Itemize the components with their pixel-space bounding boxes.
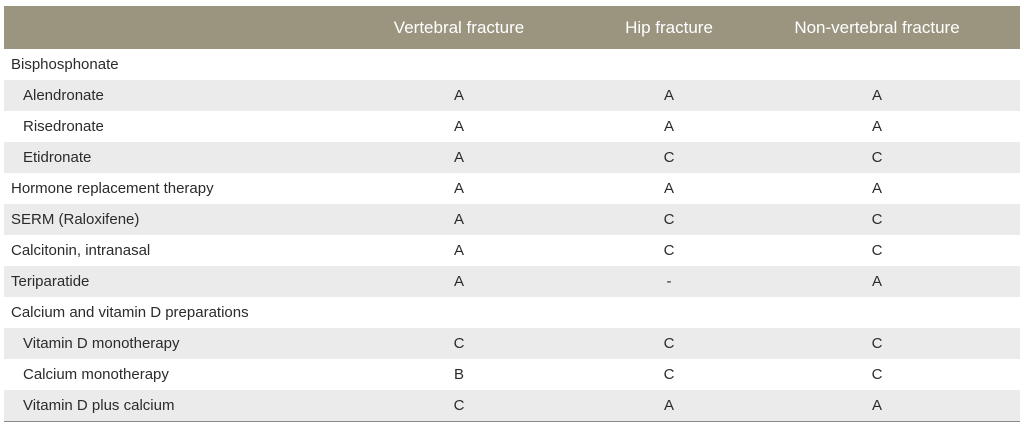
hip-grade xyxy=(604,297,734,328)
treatment-name: Alendronate xyxy=(4,80,314,111)
table-row xyxy=(4,142,1020,173)
vertebral-grade: A xyxy=(314,80,604,111)
non-vertebral-grade: A xyxy=(871,118,882,135)
hip-grade: A xyxy=(604,390,734,421)
treatment-name: Calcitonin, intranasal xyxy=(11,242,151,259)
vertebral-grade xyxy=(314,297,604,328)
vertebral-grade: A xyxy=(314,142,604,173)
table-row xyxy=(4,390,1020,421)
vertebral-grade: C xyxy=(314,328,604,359)
group-label: Calcium and vitamin D preparations xyxy=(11,304,249,321)
hip-grade: - xyxy=(604,266,734,297)
fracture-prevention-table xyxy=(4,6,1020,421)
table-row xyxy=(4,328,1020,359)
hip-grade: A xyxy=(663,180,674,197)
table-group-row xyxy=(4,49,1020,80)
vertebral-grade: B xyxy=(453,366,464,383)
non-vertebral-grade: A xyxy=(734,390,1020,421)
treatment-name: Vitamin D monotherapy xyxy=(4,328,314,359)
table-row xyxy=(4,235,1020,266)
vertebral-grade: A xyxy=(453,242,464,259)
table-group-row xyxy=(4,297,1020,328)
table-row xyxy=(4,359,1020,390)
vertebral-grade: A xyxy=(314,266,604,297)
non-vertebral-grade: C xyxy=(871,242,883,259)
non-vertebral-grade: C xyxy=(734,204,1020,235)
table-header xyxy=(4,6,1020,49)
hip-grade: C xyxy=(604,328,734,359)
treatment-name: SERM (Raloxifene) xyxy=(4,204,314,235)
vertebral-grade: C xyxy=(314,390,604,421)
non-vertebral-grade: C xyxy=(734,328,1020,359)
header-vertebral-fracture: Vertebral fracture xyxy=(314,6,604,49)
treatment-name: Etidronate xyxy=(4,142,314,173)
table-body xyxy=(4,49,1020,421)
vertebral-grade: A xyxy=(314,204,604,235)
table-row xyxy=(4,204,1020,235)
vertebral-grade: A xyxy=(453,118,464,135)
table-row xyxy=(4,80,1020,111)
vertebral-grade: A xyxy=(453,180,464,197)
treatment-name: Risedronate xyxy=(23,118,104,135)
non-vertebral-grade: C xyxy=(871,366,883,383)
non-vertebral-grade: A xyxy=(734,266,1020,297)
group-label: Bisphosphonate xyxy=(11,56,119,73)
header-hip-fracture: Hip fracture xyxy=(604,6,734,49)
table-bottom-rule xyxy=(4,421,1020,422)
hip-grade: C xyxy=(604,204,734,235)
header-treatment xyxy=(4,6,314,49)
non-vertebral-grade: A xyxy=(734,80,1020,111)
treatment-name: Calcium monotherapy xyxy=(23,366,169,383)
vertebral-grade xyxy=(314,49,604,80)
header-non-vertebral-fracture: Non-vertebral fracture xyxy=(734,6,1020,49)
table-row xyxy=(4,266,1020,297)
hip-grade: A xyxy=(663,118,674,135)
hip-grade: A xyxy=(604,80,734,111)
treatment-name: Hormone replacement therapy xyxy=(11,180,214,197)
non-vertebral-grade: A xyxy=(871,180,882,197)
hip-grade: C xyxy=(663,242,675,259)
table-row xyxy=(4,111,1020,142)
hip-grade: C xyxy=(604,142,734,173)
non-vertebral-grade xyxy=(734,49,1020,80)
non-vertebral-grade: C xyxy=(734,142,1020,173)
treatment-name: Teriparatide xyxy=(4,266,314,297)
hip-grade: C xyxy=(663,366,675,383)
table-row xyxy=(4,173,1020,204)
non-vertebral-grade xyxy=(734,297,1020,328)
recommendation-table-container xyxy=(4,6,1020,422)
hip-grade xyxy=(604,49,734,80)
header-row xyxy=(4,6,1020,49)
treatment-name: Vitamin D plus calcium xyxy=(4,390,314,421)
